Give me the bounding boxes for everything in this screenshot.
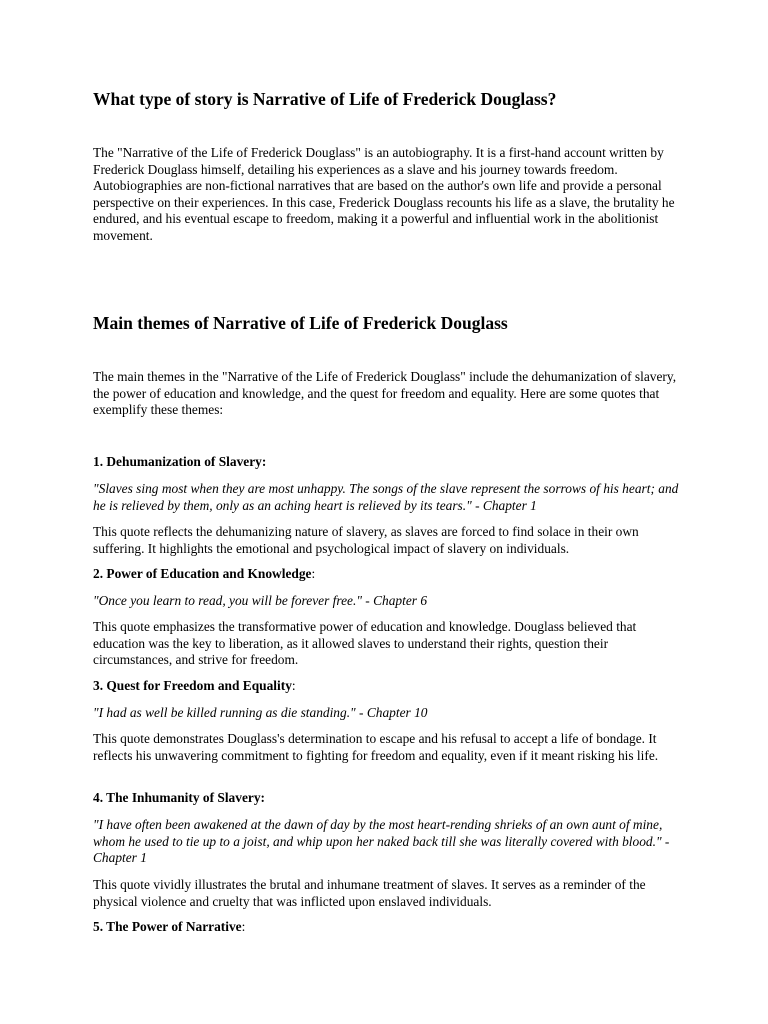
- theme-title-text: 4. The Inhumanity of Slavery:: [93, 790, 265, 805]
- theme-title-text: 2. Power of Education and Knowledge: [93, 566, 312, 581]
- theme-title: [93, 454, 683, 471]
- theme-quote: "Slaves sing most when they are most unhappy. The songs of the slave represent the sorrows of his heart; and he is relieved by them, only as an aching heart is relieved by its tears." - Chapter 1: [93, 481, 679, 513]
- section-heading-story-type: What type of story is Narrative of Life of Frederick Douglass?: [93, 89, 557, 109]
- theme-title-colon: :: [311, 566, 316, 581]
- theme-title-colon: :: [241, 919, 246, 934]
- theme-description: This quote reflects the dehumanizing nature of slavery, as slaves are forced to find solace in their own suffering. It highlights the emotional and psychological impact of slavery on individuals.: [93, 524, 639, 556]
- section-heading-main-themes: Main themes of Narrative of Life of Frederick Douglass: [93, 313, 508, 333]
- section-paragraph-story-type: The "Narrative of the Life of Frederick Douglass" is an autobiography. It is a first-hand account written by Frederick Douglass himself, detailing his experiences as a slave and his journey towards freedom. Autobiographies are non-fictional narratives that are based on the author's own life and provide a personal perspective on their experiences. In this case, Frederick Douglass recounts his life as a slave, the brutality he endured, and his eventual escape to freedom, making it a powerful and influential work in the abolitionist movement.: [93, 145, 675, 243]
- theme-description: This quote vividly illustrates the brutal and inhumane treatment of slaves. It serves as a reminder of the physical violence and cruelty that was inflicted upon enslaved individuals.: [93, 877, 646, 909]
- theme-quote: "I had as well be killed running as die standing." - Chapter 10: [93, 705, 428, 720]
- theme-title-colon: :: [291, 678, 296, 693]
- theme-title-text: 1. Dehumanization of Slavery:: [93, 454, 267, 469]
- theme-quote: "I have often been awakened at the dawn of day by the most heart-rending shrieks of an own aunt of mine, whom he used to tie up to a joist, and whip upon her naked back till she was literally covered with blood." - Chapter 1: [93, 817, 670, 865]
- theme-title: [93, 678, 683, 695]
- theme-title: [93, 919, 683, 936]
- section-paragraph-main-themes: The main themes in the "Narrative of the Life of Frederick Douglass" include the dehumanization of slavery, the power of education and knowledge, and the quest for freedom and equality. Here are some quotes that exemplify these themes:: [93, 369, 677, 417]
- theme-title: [93, 566, 683, 583]
- theme-description: This quote demonstrates Douglass's determination to escape and his refusal to accept a life of bondage. It reflects his unwavering commitment to fighting for freedom and equality, even if it meant risking his life.: [93, 731, 659, 763]
- theme-description: This quote emphasizes the transformative power of education and knowledge. Douglass believed that education was the key to liberation, as it allowed slaves to understand their rights, question their circumstances, and strive for freedom.: [93, 619, 637, 667]
- theme-title-text: 3. Quest for Freedom and Equality: [93, 678, 292, 693]
- theme-title-text: 5. The Power of Narrative: [93, 919, 242, 934]
- theme-quote: "Once you learn to read, you will be forever free." - Chapter 6: [93, 593, 428, 608]
- theme-title: [93, 790, 683, 807]
